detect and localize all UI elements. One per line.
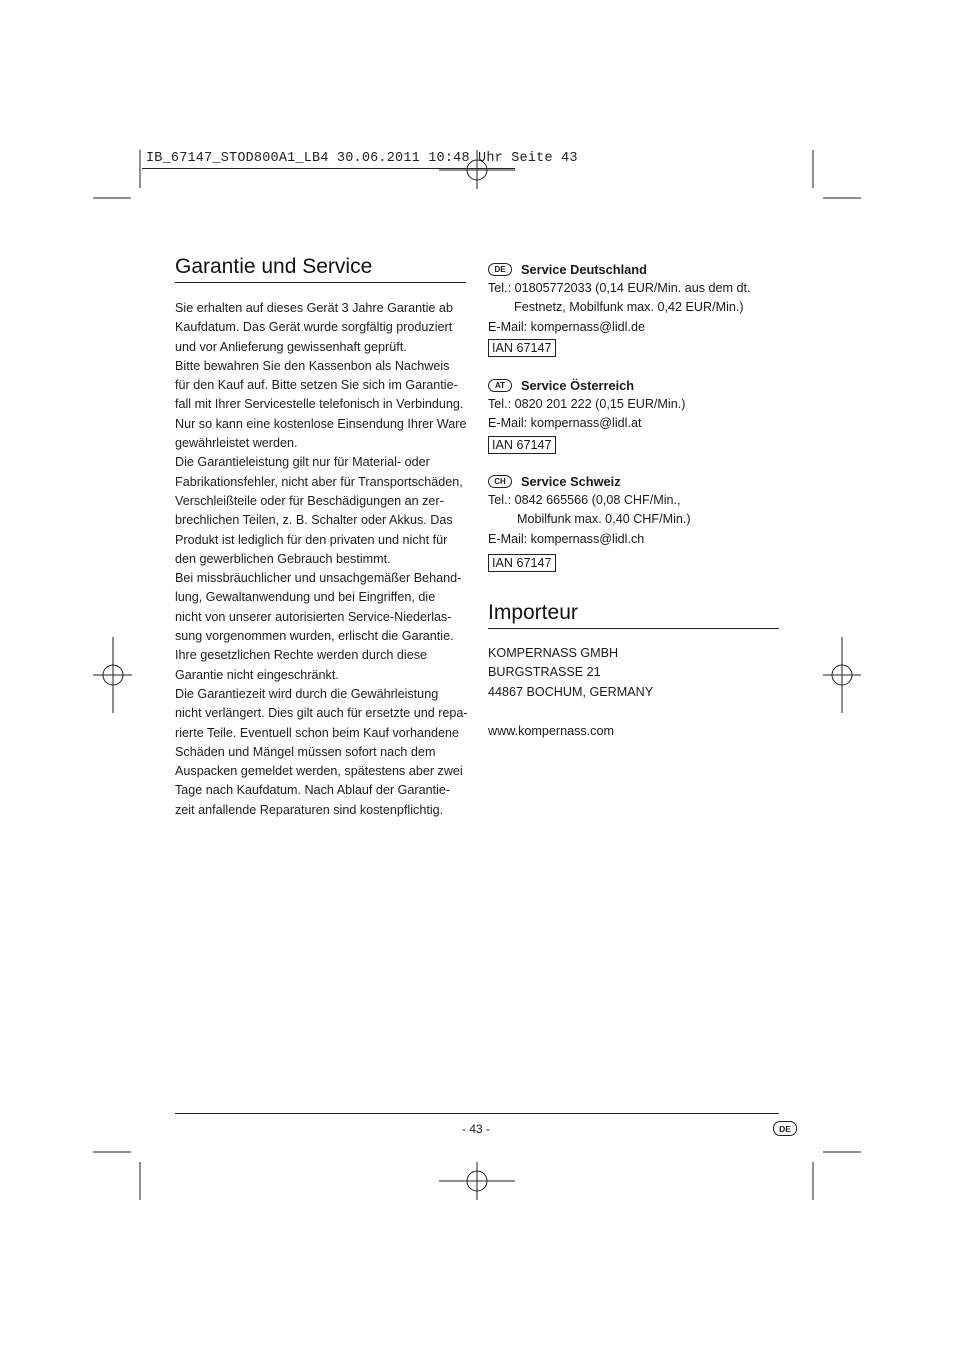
slug-rule [142,168,515,169]
warranty-line: Schäden und Mängel müssen sofort nach dem [175,744,436,759]
service-ch-phone: Tel.: 0842 665566 (0,08 CHF/Min., [488,493,681,507]
service-de-email[interactable]: E-Mail: kompernass@lidl.de [488,319,645,334]
service-at-heading [488,376,685,395]
warranty-line: Bitte bewahren Sie den Kassenbon als Nachweis [175,358,450,373]
warranty-line: fall mit Ihrer Servicestelle telefonisch in Verbindung. [175,397,464,412]
service-at-phone: Tel.: 0820 201 222 (0,15 EUR/Min.) [488,397,686,411]
warranty-line: Ihre gesetzlichen Rechte werden durch diese [175,648,428,663]
page-number: - 43 - [462,1122,491,1136]
service-ch-heading [488,472,691,491]
warranty-line: den gewerblichen Gebrauch bestimmt. [175,551,391,566]
warranty-line: Nur so kann eine kostenlose Einsendung Ihrer Ware [175,416,467,431]
importer-address [488,644,653,702]
importer-street: BURGSTRASSE 21 [488,665,601,680]
warranty-line: Garantie nicht eingeschränkt. [175,667,339,682]
warranty-line: brechlichen Teilen, z. B. Schalter oder Akkus. Das [175,513,453,528]
importer-city: 44867 BOCHUM, GERMANY [488,684,654,699]
warranty-line: nicht verlängert. Dies gilt auch für ersetzte und repa- [175,706,468,721]
importer-name: KOMPERNASS GMBH [488,646,619,660]
warranty-line: Auspacken gemeldet werden, spätestens aber zwei [175,764,463,779]
service-at-title: Service Österreich [521,378,635,393]
service-ch-title: Service Schweiz [521,474,621,489]
service-at [488,376,685,454]
warranty-line: sung vorgenommen wurden, erlischt die Garantie. [175,629,454,644]
warranty-line: rierte Teile. Eventuell schon beim Kauf vorhandene [175,725,459,740]
service-ch [488,472,691,572]
service-de-ian: IAN 67147 [488,339,556,357]
warranty-line: gewährleistet werden. [175,436,298,451]
warranty-line: Die Garantiezeit wird durch die Gewährleistung [175,686,439,701]
warranty-title-rule [175,282,466,283]
warranty-line: für den Kauf auf. Bitte setzen Sie sich im Garantie- [175,378,458,393]
service-de [488,260,751,357]
warranty-line: Tage nach Kaufdatum. Nach Ablauf der Garantie- [175,783,451,798]
warranty-line: Verschleißteile oder für Beschädigungen an zer- [175,493,444,508]
warranty-line: Produkt ist lediglich für den privaten und nicht für [175,532,448,547]
service-de-heading [488,260,751,279]
service-at-email[interactable]: E-Mail: kompernass@lidl.at [488,416,642,431]
service-ch-phone-cont: Mobilfunk max. 0,40 CHF/Min.) [517,512,691,527]
warranty-line: Fabrikationsfehler, nicht aber für Transportschäden, [175,474,463,489]
importer-title-rule [488,628,779,629]
service-ch-ian: IAN 67147 [488,554,556,572]
service-de-title: Service Deutschland [521,262,647,277]
warranty-line: Bei missbräuchlicher und unsachgemäßer Behand- [175,571,462,586]
country-badge-at: AT [488,379,512,392]
warranty-text [175,299,468,820]
footer-rule [175,1113,779,1114]
print-slug: IB_67147_STOD800A1_LB4 30.06.2011 10:48 Uhr Seite 43 [146,151,578,166]
service-de-phone: Tel.: 01805772033 (0,14 EUR/Min. aus dem dt. [488,281,751,295]
importer-title: Importeur [488,601,578,624]
warranty-line: Sie erhalten auf dieses Gerät 3 Jahre Garantie ab [175,301,453,315]
service-ch-email[interactable]: E-Mail: kompernass@lidl.ch [488,531,645,546]
importer-website[interactable]: www.kompernass.com [488,724,614,738]
country-badge-de: DE [488,263,512,276]
warranty-title: Garantie und Service [175,255,373,278]
service-at-ian: IAN 67147 [488,436,556,454]
warranty-line: Kaufdatum. Das Gerät wurde sorgfältig produziert [175,320,453,335]
warranty-line: Die Garantieleistung gilt nur für Material- oder [175,455,430,470]
warranty-line: zeit anfallende Reparaturen sind kostenpflichtig. [175,802,444,817]
warranty-line: lung, Gewaltanwendung und bei Eingriffen, die [175,590,436,605]
language-badge: DE [773,1121,797,1136]
country-badge-ch: CH [488,475,512,488]
warranty-line: nicht von unserer autorisierten Service-Niederlas- [175,609,452,624]
service-de-phone-cont: Festnetz, Mobilfunk max. 0,42 EUR/Min.) [514,300,744,315]
warranty-line: und vor Anlieferung gewissenhaft geprüft. [175,339,407,354]
